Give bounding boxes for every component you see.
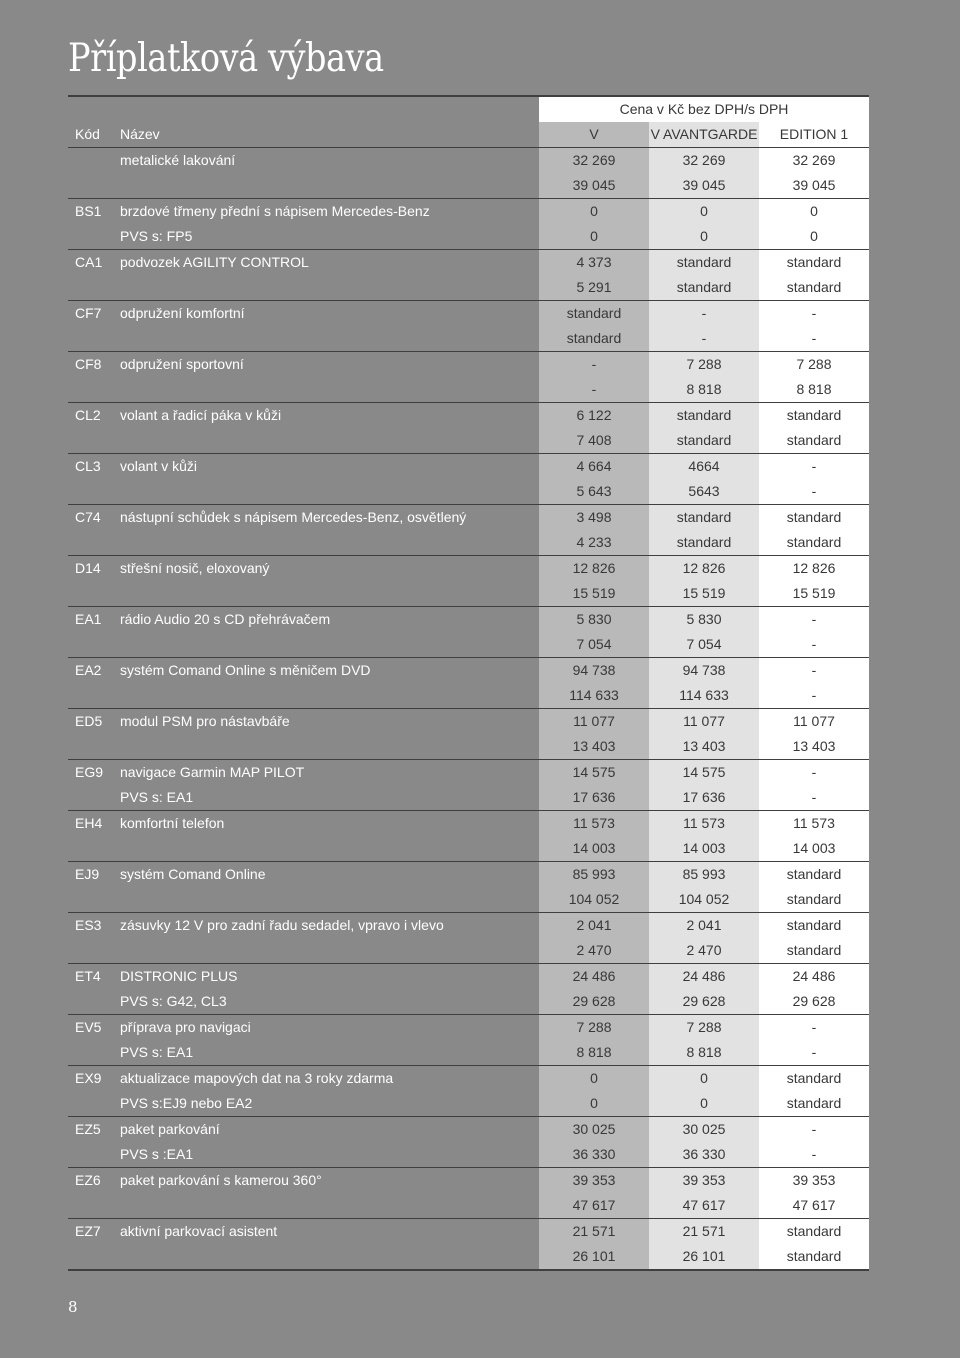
price-v-avantgarde: 14 575 (649, 760, 759, 786)
option-code: EH4 (75, 815, 103, 831)
price-v: 2 041 (539, 913, 649, 939)
price-edition-1: - (759, 1142, 869, 1168)
option-name (114, 887, 539, 913)
option-code: CL3 (75, 458, 101, 474)
price-v: 6 122 (539, 403, 649, 429)
table-row (68, 607, 869, 633)
option-name: rádio Audio 20 s CD přehrávačem (120, 611, 331, 627)
price-v: 5 643 (539, 479, 649, 505)
option-name (114, 377, 539, 403)
price-v: - (539, 352, 649, 378)
option-code (68, 326, 114, 352)
table-row (68, 811, 869, 837)
table-row (68, 1117, 869, 1143)
price-edition-1: - (759, 326, 869, 352)
price-v-avantgarde: 7 288 (649, 352, 759, 378)
option-code (68, 148, 114, 174)
table-row (68, 454, 869, 480)
price-v-avantgarde: 0 (649, 199, 759, 225)
option-name: navigace Garmin MAP PILOT (120, 764, 305, 780)
option-name: podvozek AGILITY CONTROL (120, 254, 309, 270)
price-edition-1: - (759, 632, 869, 658)
price-edition-1: 39 045 (759, 173, 869, 199)
option-name: odpružení komfortní (120, 305, 245, 321)
price-v: 11 077 (539, 709, 649, 735)
price-v: 85 993 (539, 862, 649, 888)
table-row (68, 199, 869, 225)
price-v-avantgarde: 15 519 (649, 581, 759, 607)
option-name: nástupní schůdek s nápisem Mercedes-Benz, osvětlený (120, 509, 467, 525)
option-name (114, 938, 539, 964)
price-v-avantgarde: - (649, 326, 759, 352)
option-name: paket parkování s kamerou 360° (120, 1172, 322, 1188)
price-edition-1: standard (759, 1219, 869, 1245)
table-row (68, 352, 869, 378)
price-v: 7 054 (539, 632, 649, 658)
price-v-avantgarde: 7 054 (649, 632, 759, 658)
price-v-avantgarde: 12 826 (649, 556, 759, 582)
price-v: 4 233 (539, 530, 649, 556)
price-edition-1: 12 826 (759, 556, 869, 582)
price-v-avantgarde: standard (649, 403, 759, 429)
price-v-avantgarde: 39 353 (649, 1168, 759, 1194)
price-v-avantgarde: 24 486 (649, 964, 759, 990)
price-v-avantgarde: 0 (649, 1091, 759, 1117)
price-v-avantgarde: 32 269 (649, 148, 759, 174)
price-v: 2 470 (539, 938, 649, 964)
option-name (114, 479, 539, 505)
table-row (68, 250, 869, 276)
option-name (114, 428, 539, 454)
price-edition-1: 0 (759, 199, 869, 225)
option-code: C74 (75, 509, 101, 525)
table-row (68, 1244, 869, 1270)
option-name: PVS s :EA1 (114, 1142, 539, 1168)
column-header-edition-1: EDITION 1 (759, 122, 869, 148)
table-row (68, 479, 869, 505)
price-v: 21 571 (539, 1219, 649, 1245)
table-row (68, 1040, 869, 1066)
price-v: standard (539, 301, 649, 327)
option-code (68, 836, 114, 862)
option-code (68, 785, 114, 811)
option-code: EV5 (75, 1019, 102, 1035)
price-edition-1: 13 403 (759, 734, 869, 760)
table-row (68, 709, 869, 735)
price-v-avantgarde: standard (649, 275, 759, 301)
price-v-avantgarde: 36 330 (649, 1142, 759, 1168)
table-row (68, 734, 869, 760)
table-row (68, 173, 869, 199)
price-v: 3 498 (539, 505, 649, 531)
price-edition-1: 32 269 (759, 148, 869, 174)
price-v: 4 373 (539, 250, 649, 276)
table-row (68, 938, 869, 964)
option-name: systém Comand Online s měničem DVD (120, 662, 371, 678)
option-code: EZ7 (75, 1223, 101, 1239)
price-edition-1: - (759, 785, 869, 811)
option-name: PVS s:EJ9 nebo EA2 (114, 1091, 539, 1117)
price-v-avantgarde: 0 (649, 1066, 759, 1092)
price-edition-1: - (759, 1117, 869, 1143)
option-code: EX9 (75, 1070, 102, 1086)
price-edition-1: - (759, 760, 869, 786)
price-v-avantgarde: 2 041 (649, 913, 759, 939)
table-row (68, 148, 869, 174)
option-code (68, 173, 114, 199)
price-v-avantgarde: 29 628 (649, 989, 759, 1015)
price-v-avantgarde: 11 077 (649, 709, 759, 735)
price-v: 4 664 (539, 454, 649, 480)
option-name: odpružení sportovní (120, 356, 244, 372)
table-row (68, 887, 869, 913)
price-v-avantgarde: 114 633 (649, 683, 759, 709)
price-edition-1: standard (759, 1244, 869, 1270)
column-header-code: Kód (68, 122, 114, 148)
table-body (68, 97, 869, 1270)
price-edition-1: standard (759, 250, 869, 276)
price-v: 7 288 (539, 1015, 649, 1041)
option-name (114, 683, 539, 709)
option-name (114, 275, 539, 301)
price-edition-1: standard (759, 1066, 869, 1092)
column-header-v: V (539, 122, 649, 148)
price-header: Cena v Kč bez DPH/s DPH (539, 97, 869, 122)
option-code: ED5 (75, 713, 103, 729)
column-header-name: Název (114, 122, 539, 148)
price-v: 0 (539, 1091, 649, 1117)
table-row (68, 964, 869, 990)
price-edition-1: standard (759, 403, 869, 429)
option-name: zásuvky 12 V pro zadní řadu sedadel, vpravo i vlevo (120, 917, 444, 933)
option-code (68, 1091, 114, 1117)
price-v-avantgarde: 2 470 (649, 938, 759, 964)
option-code: CL2 (75, 407, 101, 423)
price-edition-1: - (759, 683, 869, 709)
table-row (68, 836, 869, 862)
price-edition-1: - (759, 658, 869, 684)
table-row (68, 301, 869, 327)
price-v-avantgarde: 94 738 (649, 658, 759, 684)
option-code (68, 734, 114, 760)
option-name: komfortní telefon (120, 815, 225, 831)
option-code: EA1 (75, 611, 102, 627)
price-v-avantgarde: 7 288 (649, 1015, 759, 1041)
option-name (114, 581, 539, 607)
option-code (68, 1244, 114, 1270)
price-v-avantgarde: 85 993 (649, 862, 759, 888)
price-v-avantgarde: 26 101 (649, 1244, 759, 1270)
price-v-avantgarde: 8 818 (649, 1040, 759, 1066)
table-row (68, 1015, 869, 1041)
option-name: DISTRONIC PLUS (120, 968, 238, 984)
table-row (68, 1066, 869, 1092)
option-name (114, 173, 539, 199)
option-name: brzdové třmeny přední s nápisem Mercedes-Benz (120, 203, 430, 219)
price-table (68, 97, 869, 1271)
price-edition-1: 29 628 (759, 989, 869, 1015)
price-v: 11 573 (539, 811, 649, 837)
price-edition-1: 0 (759, 224, 869, 250)
price-v: 0 (539, 1066, 649, 1092)
option-code: D14 (75, 560, 101, 576)
option-code: EZ5 (75, 1121, 101, 1137)
price-v: 39 353 (539, 1168, 649, 1194)
price-v: 114 633 (539, 683, 649, 709)
price-v: 15 519 (539, 581, 649, 607)
option-name (114, 836, 539, 862)
table-row (68, 1142, 869, 1168)
price-v: 8 818 (539, 1040, 649, 1066)
price-v: standard (539, 326, 649, 352)
table-row (68, 224, 869, 250)
price-edition-1: 39 353 (759, 1168, 869, 1194)
price-v-avantgarde: 8 818 (649, 377, 759, 403)
option-code: BS1 (75, 203, 102, 219)
option-name (114, 632, 539, 658)
price-v: 14 575 (539, 760, 649, 786)
option-name (114, 734, 539, 760)
price-edition-1: - (759, 607, 869, 633)
option-code (68, 530, 114, 556)
price-v: 0 (539, 224, 649, 250)
price-v: 36 330 (539, 1142, 649, 1168)
option-code (68, 479, 114, 505)
table-row (68, 1091, 869, 1117)
option-name: aktivní parkovací asistent (120, 1223, 278, 1239)
option-code (68, 632, 114, 658)
option-code (68, 989, 114, 1015)
table-row (68, 862, 869, 888)
option-code (68, 938, 114, 964)
option-name: střešní nosič, eloxovaný (120, 560, 270, 576)
price-edition-1: 15 519 (759, 581, 869, 607)
option-name: paket parkování (120, 1121, 220, 1137)
price-v-avantgarde: standard (649, 250, 759, 276)
price-edition-1: 11 573 (759, 811, 869, 837)
price-v: 5 291 (539, 275, 649, 301)
price-v: 13 403 (539, 734, 649, 760)
price-v: 14 003 (539, 836, 649, 862)
price-v: 0 (539, 199, 649, 225)
option-code: EJ9 (75, 866, 100, 882)
price-v: 5 830 (539, 607, 649, 633)
table-row (68, 403, 869, 429)
price-v-avantgarde: standard (649, 530, 759, 556)
option-code (68, 1193, 114, 1219)
option-code (68, 581, 114, 607)
price-v-avantgarde: standard (649, 428, 759, 454)
price-edition-1: standard (759, 862, 869, 888)
price-v-avantgarde: 104 052 (649, 887, 759, 913)
option-name: volant v kůži (120, 458, 198, 474)
table-row (68, 1168, 869, 1194)
price-edition-1: 11 077 (759, 709, 869, 735)
price-edition-1: standard (759, 938, 869, 964)
option-code (68, 275, 114, 301)
price-v-avantgarde: 0 (649, 224, 759, 250)
price-edition-1: standard (759, 505, 869, 531)
option-name: PVS s: FP5 (114, 224, 539, 250)
table-row (68, 658, 869, 684)
price-v-avantgarde: 5 830 (649, 607, 759, 633)
price-edition-1: - (759, 1040, 869, 1066)
header-row-price (68, 97, 869, 122)
price-v-avantgarde: 14 003 (649, 836, 759, 862)
option-code (68, 224, 114, 250)
table-row (68, 1219, 869, 1245)
price-v: 17 636 (539, 785, 649, 811)
column-header-v-avantgarde: V AVANTGARDE (649, 122, 759, 148)
price-edition-1: standard (759, 275, 869, 301)
price-v: 24 486 (539, 964, 649, 990)
price-edition-1: - (759, 301, 869, 327)
price-edition-1: - (759, 1015, 869, 1041)
option-name: metalické lakování (120, 152, 236, 168)
table-row (68, 785, 869, 811)
option-code (68, 1040, 114, 1066)
header-empty-cell (68, 97, 114, 122)
option-name: aktualizace mapových dat na 3 roky zdarma (120, 1070, 394, 1086)
table-row (68, 632, 869, 658)
table-row (68, 530, 869, 556)
option-code: CF7 (75, 305, 102, 321)
table-row (68, 377, 869, 403)
price-edition-1: standard (759, 530, 869, 556)
price-v-avantgarde: 17 636 (649, 785, 759, 811)
price-v-avantgarde: 39 045 (649, 173, 759, 199)
option-code (68, 377, 114, 403)
price-edition-1: 47 617 (759, 1193, 869, 1219)
price-v: 30 025 (539, 1117, 649, 1143)
price-edition-1: - (759, 454, 869, 480)
price-v-avantgarde: 30 025 (649, 1117, 759, 1143)
price-v: 94 738 (539, 658, 649, 684)
option-name: PVS s: EA1 (114, 785, 539, 811)
table-row (68, 428, 869, 454)
option-code (68, 887, 114, 913)
table-row (68, 505, 869, 531)
price-edition-1: 8 818 (759, 377, 869, 403)
price-v-avantgarde: 5643 (649, 479, 759, 505)
option-name: volant a řadicí páka v kůži (120, 407, 282, 423)
option-code: ET4 (75, 968, 101, 984)
price-v-avantgarde: standard (649, 505, 759, 531)
option-name (114, 1244, 539, 1270)
option-code (68, 428, 114, 454)
option-code (68, 1142, 114, 1168)
price-v: - (539, 377, 649, 403)
price-v-avantgarde: 11 573 (649, 811, 759, 837)
option-code: CF8 (75, 356, 102, 372)
price-v: 47 617 (539, 1193, 649, 1219)
price-edition-1: standard (759, 1091, 869, 1117)
price-v-avantgarde: 21 571 (649, 1219, 759, 1245)
price-v: 12 826 (539, 556, 649, 582)
table-row (68, 556, 869, 582)
option-name (114, 326, 539, 352)
price-edition-1: 14 003 (759, 836, 869, 862)
option-name: PVS s: G42, CL3 (114, 989, 539, 1015)
option-name: modul PSM pro nástavbáře (120, 713, 290, 729)
price-v-avantgarde: 47 617 (649, 1193, 759, 1219)
price-edition-1: 24 486 (759, 964, 869, 990)
table-row (68, 913, 869, 939)
table-row (68, 683, 869, 709)
option-name: PVS s: EA1 (114, 1040, 539, 1066)
price-v: 32 269 (539, 148, 649, 174)
option-name: příprava pro navigaci (120, 1019, 251, 1035)
price-v: 26 101 (539, 1244, 649, 1270)
price-v-avantgarde: 13 403 (649, 734, 759, 760)
table-row (68, 989, 869, 1015)
table-row (68, 760, 869, 786)
header-row-columns (68, 122, 869, 148)
page-number: 8 (68, 1298, 78, 1316)
price-edition-1: 7 288 (759, 352, 869, 378)
option-name (114, 530, 539, 556)
price-v: 39 045 (539, 173, 649, 199)
option-code: CA1 (75, 254, 103, 270)
price-edition-1: standard (759, 428, 869, 454)
price-v-avantgarde: 4664 (649, 454, 759, 480)
table-row (68, 275, 869, 301)
price-v: 29 628 (539, 989, 649, 1015)
price-v: 104 052 (539, 887, 649, 913)
option-code: EZ6 (75, 1172, 101, 1188)
price-v: 7 408 (539, 428, 649, 454)
option-code: ES3 (75, 917, 102, 933)
table-row (68, 326, 869, 352)
table-row (68, 581, 869, 607)
option-code: EA2 (75, 662, 102, 678)
price-v-avantgarde: - (649, 301, 759, 327)
price-edition-1: - (759, 479, 869, 505)
page-title: Příplatková výbava (68, 36, 384, 81)
header-empty-cell (114, 97, 539, 122)
option-name (114, 1193, 539, 1219)
option-name: systém Comand Online (120, 866, 266, 882)
price-edition-1: standard (759, 887, 869, 913)
option-code: EG9 (75, 764, 104, 780)
option-code (68, 683, 114, 709)
table-row (68, 1193, 869, 1219)
price-edition-1: standard (759, 913, 869, 939)
